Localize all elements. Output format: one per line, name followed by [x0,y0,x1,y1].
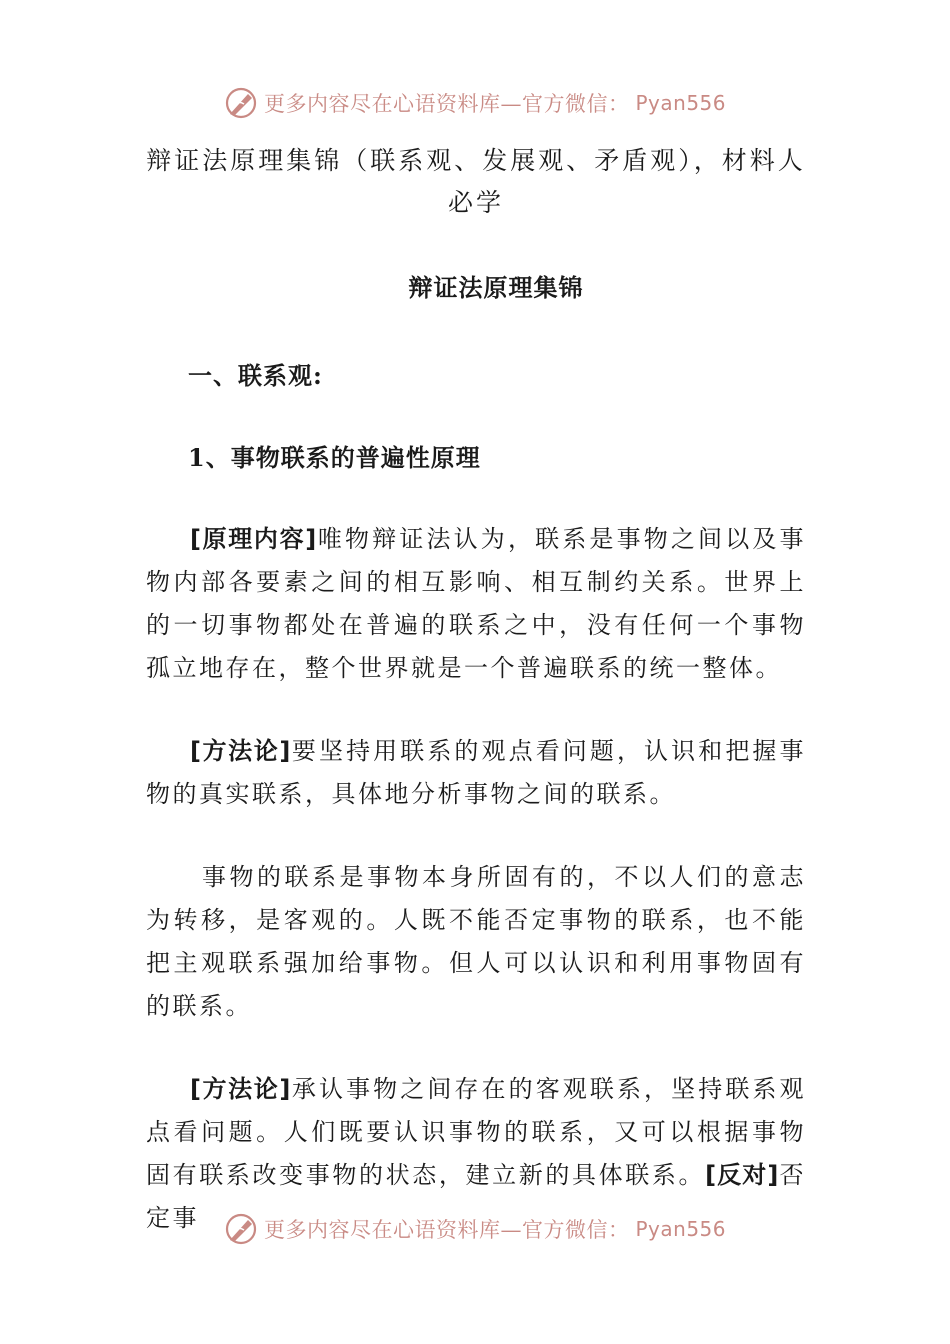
paragraph-text: 要坚持用联系的观点看问题，认识和把握事物的真实联系，具体地分析事物之间的联系。 [146,737,806,808]
paragraph-tag: [原理内容] [190,525,318,553]
document-body [146,140,806,1240]
paragraph-text: 承认事物之间存在的客观联系，坚持联系观点看问题。人们既要认识事物的联系，又可以根据事物固有联系改变事物的状态，建立新的具体联系。 [146,1075,806,1189]
paragraph-principle [146,518,806,690]
watermark-text: 更多内容尽在心语资料库—官方微信： [263,92,630,116]
watermark-footer [0,1212,950,1246]
pen-logo-icon [224,1212,258,1246]
paragraph-methodology-1 [146,730,806,816]
document-title: 辩证法原理集锦（联系观、发展观、矛盾观），材料人必学 [146,146,806,217]
paragraph-text: 唯物辩证法认为，联系是事物之间以及事物内部各要素之间的相互影响、相互制约关系。世界上的一切事物都处在普遍的联系之中，没有任何一个事物孤立地存在，整个世界就是一个普遍联系的统一整体。 [146,525,807,682]
watermark-wechat-id: Pyan556 [635,1217,726,1241]
paragraph-text-continued: 否定事 [146,1161,807,1232]
paragraph-tag-oppose: [反对] [705,1161,780,1189]
watermark-text: 更多内容尽在心语资料库—官方微信： [263,1218,630,1242]
document-subtitle: 辩证法原理集锦 [408,273,584,302]
paragraph-text: 事物的联系是事物本身所固有的，不以人们的意志为转移，是客观的。人既不能否定事物的联系，也不能把主观联系强加给事物。但人可以认识和利用事物固有的联系。 [146,863,806,1020]
watermark-wechat-id: Pyan556 [635,91,726,115]
pen-logo-icon [224,86,258,120]
sub-heading: 1、事物联系的普遍性原理 [188,443,481,472]
paragraph-tag: [方法论] [190,737,292,765]
paragraph-objectivity [146,856,806,1028]
paragraph-tag: [方法论] [190,1075,292,1103]
watermark-header [0,86,950,120]
section-heading: 一、联系观: [188,361,323,390]
